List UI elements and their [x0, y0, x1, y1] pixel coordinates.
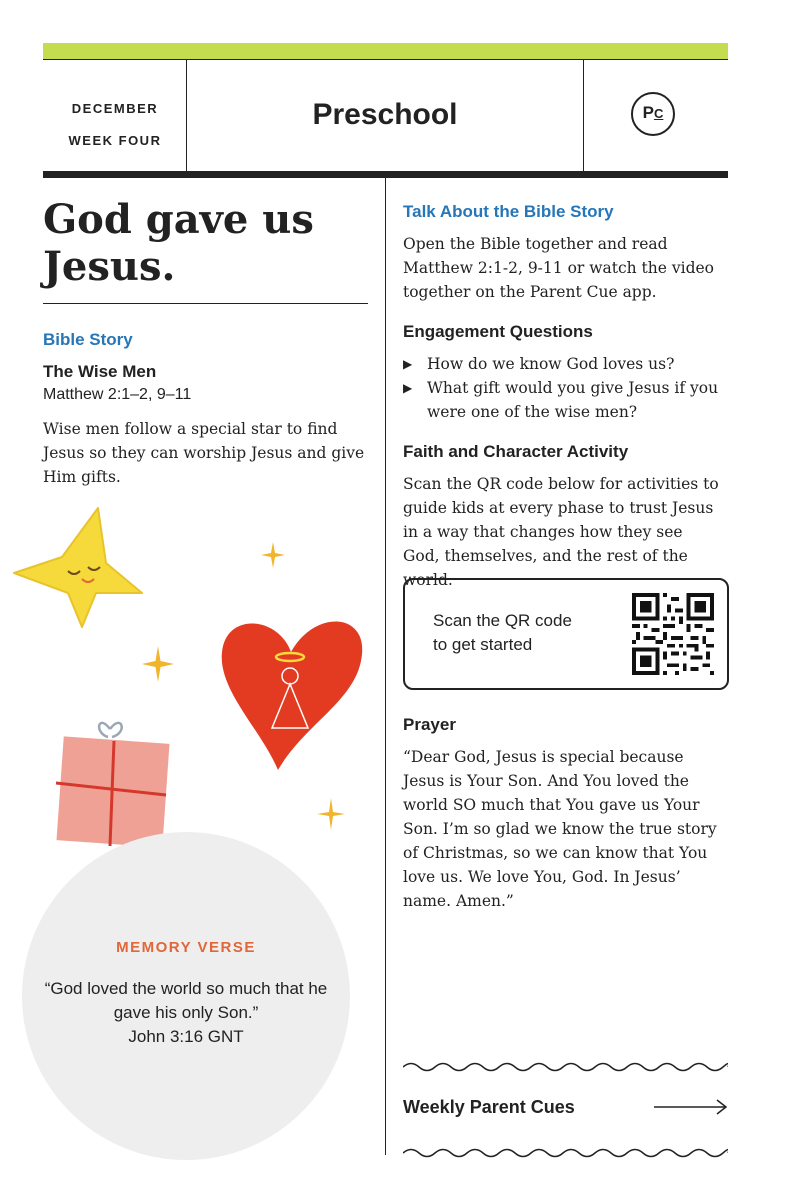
parent-cue-logo-icon: PC [631, 92, 675, 136]
bible-story-heading: Bible Story [43, 330, 133, 349]
sparkle-icon [260, 541, 286, 569]
qr-text-line1: Scan the QR code [433, 611, 572, 630]
smiling-star-illustration [10, 505, 145, 630]
header-bottom-rule [43, 171, 728, 178]
headline: God gave us Jesus. [43, 196, 314, 290]
date-block [43, 93, 187, 157]
gift-box-illustration [50, 715, 172, 850]
wavy-divider-bottom [403, 1146, 728, 1160]
triangle-bullet-icon: ▶ [403, 357, 413, 371]
prayer-heading: Prayer [403, 715, 456, 734]
headline-rule [43, 303, 368, 304]
column-divider [385, 178, 386, 1155]
talk-text: Open the Bible together and read Matthew 2:1-2, 9-11 or watch the video together on the Parent Cue app. [403, 235, 715, 301]
heart-angel-illustration [218, 610, 364, 775]
memory-verse-reference: John 3:16 GNT [128, 1027, 244, 1046]
list-item [403, 376, 723, 424]
activity-text: Scan the QR code below for activities to guide kids at every phase to trust Jesus in a way that changes how they see God, themselves, and the rest of the world. [403, 475, 719, 589]
question-list [403, 352, 723, 424]
month-label: DECEMBER [71, 101, 159, 116]
activity-heading: Faith and Character Activity [403, 442, 629, 461]
memory-verse-heading: MEMORY VERSE [116, 939, 256, 956]
list-item [403, 352, 723, 376]
header-divider-right [583, 59, 584, 171]
story-reference: Matthew 2:1–2, 9–11 [43, 386, 192, 403]
memory-verse [40, 977, 332, 1049]
triangle-bullet-icon: ▶ [403, 381, 413, 395]
qr-text-line2: to get started [433, 635, 533, 654]
header-top-rule [43, 59, 728, 60]
story-title: The Wise Men [43, 362, 157, 381]
sparkle-icon [316, 797, 346, 831]
arrow-right-icon[interactable] [654, 1099, 728, 1115]
header-accent-bar [43, 43, 728, 59]
engagement-heading: Engagement Questions [403, 322, 593, 341]
question-text: How do we know God loves us? [427, 355, 675, 373]
question-text: What gift would you give Jesus if you were one of the wise men? [427, 379, 719, 421]
memory-verse-text: “God loved the world so much that he gave his only Son.” [44, 979, 328, 1022]
qr-code[interactable] [632, 593, 714, 675]
prayer-text: “Dear God, Jesus is special because Jesus is Your Son. And You loved the world SO much that You gave us Your Son. I’m so glad we know the true story of Christmas, so we can know that You love us. We love You, God. In Jesus’ name. Amen.” [403, 748, 717, 910]
wavy-divider-top [403, 1060, 728, 1074]
weekly-parent-cues-link[interactable]: Weekly Parent Cues [403, 1097, 575, 1117]
week-label: WEEK FOUR [68, 133, 162, 148]
story-summary: Wise men follow a special star to find Jesus so they can worship Jesus and give Him gifts. [43, 420, 365, 486]
qr-instruction [433, 609, 572, 657]
talk-heading: Talk About the Bible Story [403, 202, 614, 221]
page-title: Preschool [312, 98, 458, 131]
sparkle-icon [141, 645, 175, 683]
